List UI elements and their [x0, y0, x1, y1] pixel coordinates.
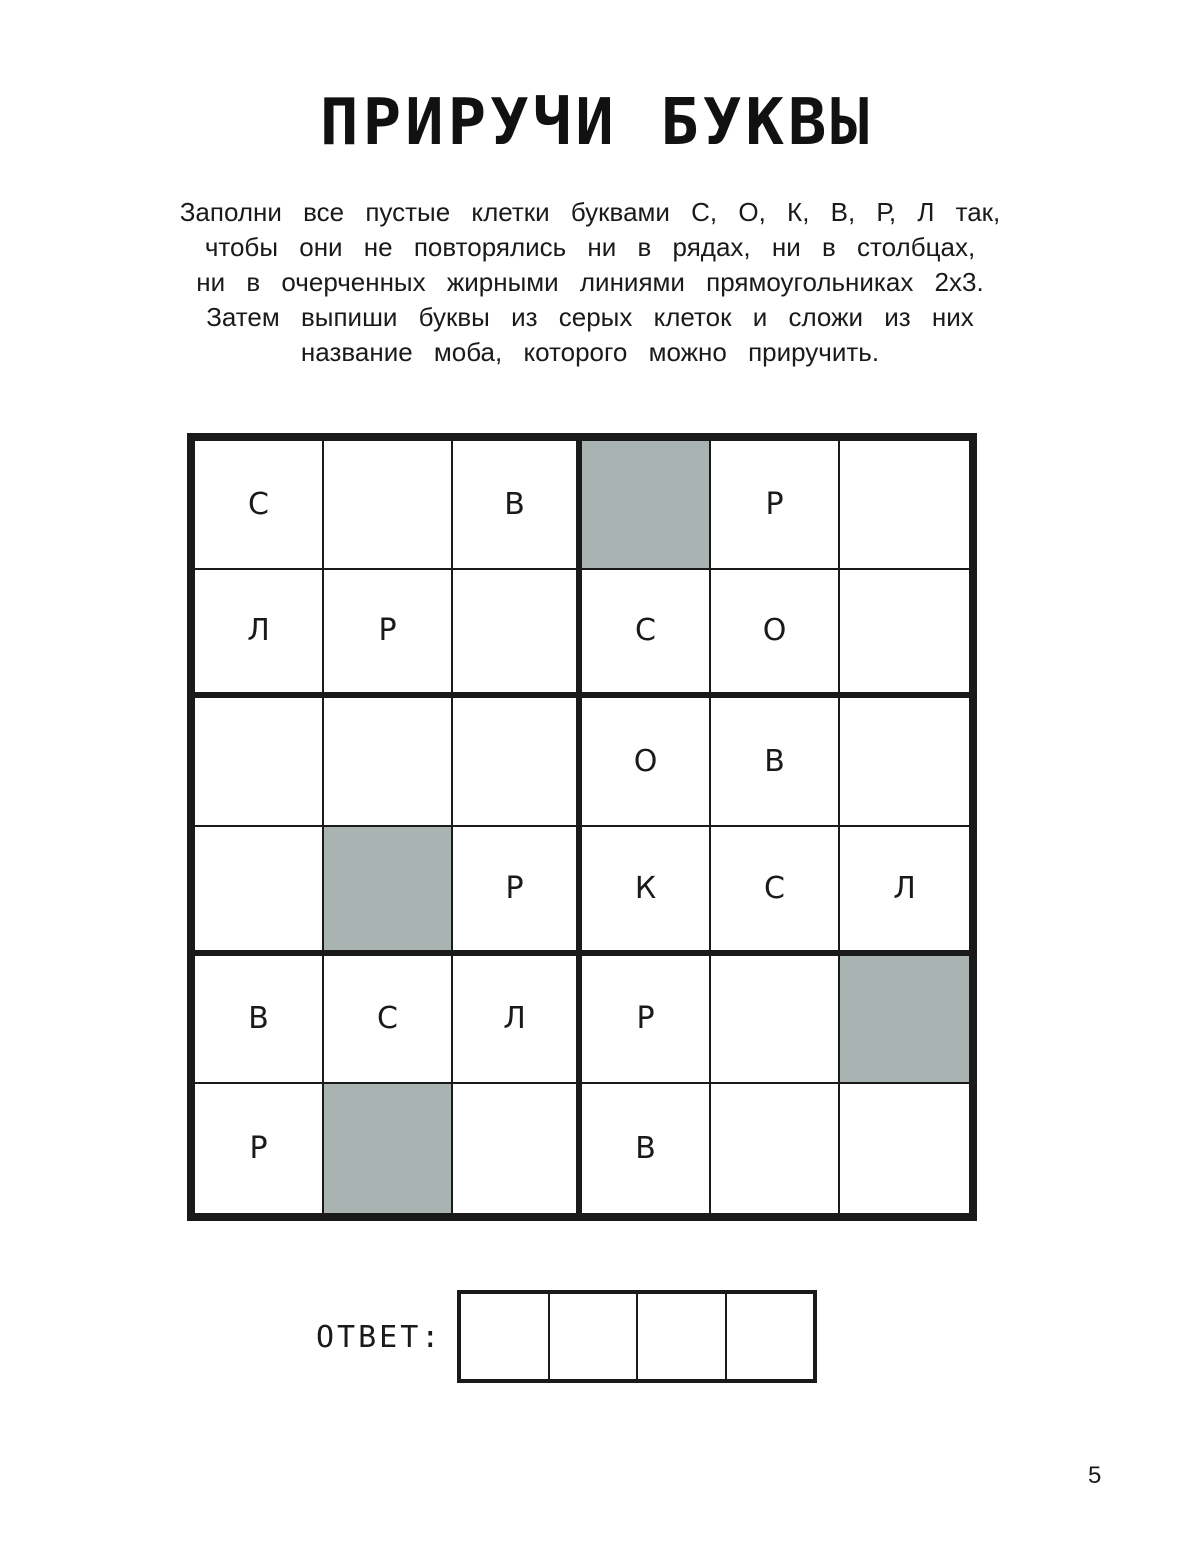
- instruction-line: название моба, которого можно приручить.: [300, 337, 880, 367]
- instruction-line: Затем выпиши буквы из серых клеток и сложи из них: [206, 302, 974, 332]
- grid-cell: К: [582, 827, 711, 956]
- grid-cell: Л: [453, 956, 582, 1085]
- grid-cell[interactable]: [840, 1084, 969, 1213]
- instruction-line: чтобы они не повторялись ни в рядах, ни в столбцах,: [204, 232, 976, 262]
- grid-cell[interactable]: [324, 441, 453, 570]
- grid-cell: В: [582, 1084, 711, 1213]
- grid-cell: В: [195, 956, 324, 1085]
- grid-cell: О: [582, 698, 711, 827]
- grid-cell[interactable]: [324, 698, 453, 827]
- grid-cell[interactable]: [195, 827, 324, 956]
- grid-cell: Р: [453, 827, 582, 956]
- grid-cell[interactable]: [453, 698, 582, 827]
- page-title: ПРИРУЧИ БУКВЫ: [320, 86, 873, 160]
- puzzle-grid: [187, 433, 977, 1221]
- grid-cell: Р: [711, 441, 840, 570]
- grid-cell: В: [711, 698, 840, 827]
- grid-cell: В: [453, 441, 582, 570]
- grid-cell: С: [711, 827, 840, 956]
- answer-boxes: [457, 1290, 817, 1383]
- grid-cell: О: [711, 570, 840, 699]
- answer-label: ОТВЕТ:: [316, 1320, 443, 1355]
- grid-cell: С: [195, 441, 324, 570]
- grid-cell: Р: [324, 570, 453, 699]
- answer-box[interactable]: [727, 1294, 814, 1379]
- grid-cell[interactable]: [195, 698, 324, 827]
- page-number: 5: [1088, 1462, 1102, 1489]
- grid-cell: С: [582, 570, 711, 699]
- answer-box[interactable]: [638, 1294, 727, 1379]
- grid-cell: Л: [840, 827, 969, 956]
- grid-cell: Л: [195, 570, 324, 699]
- grid-cell[interactable]: [711, 956, 840, 1085]
- grid-cell[interactable]: [453, 1084, 582, 1213]
- grid-cell-gray[interactable]: [324, 1084, 453, 1213]
- grid-cell[interactable]: [840, 698, 969, 827]
- grid-cell: Р: [195, 1084, 324, 1213]
- answer-box[interactable]: [550, 1294, 639, 1379]
- grid-cell[interactable]: [840, 441, 969, 570]
- grid-cell-gray[interactable]: [840, 956, 969, 1085]
- grid-cell[interactable]: [840, 570, 969, 699]
- answer-box[interactable]: [461, 1294, 550, 1379]
- grid-cell: Р: [582, 956, 711, 1085]
- instruction-line: ни в очерченных жирными линиями прямоугольниках 2х3.: [196, 267, 984, 297]
- instruction-line: Заполни все пустые клетки буквами С, О, К, В, Р, Л так,: [179, 197, 1001, 227]
- grid-cell-gray[interactable]: [582, 441, 711, 570]
- grid-cell-gray[interactable]: [324, 827, 453, 956]
- grid-cell: С: [324, 956, 453, 1085]
- instructions: [120, 195, 1060, 370]
- grid-cell[interactable]: [711, 1084, 840, 1213]
- grid-cell[interactable]: [453, 570, 582, 699]
